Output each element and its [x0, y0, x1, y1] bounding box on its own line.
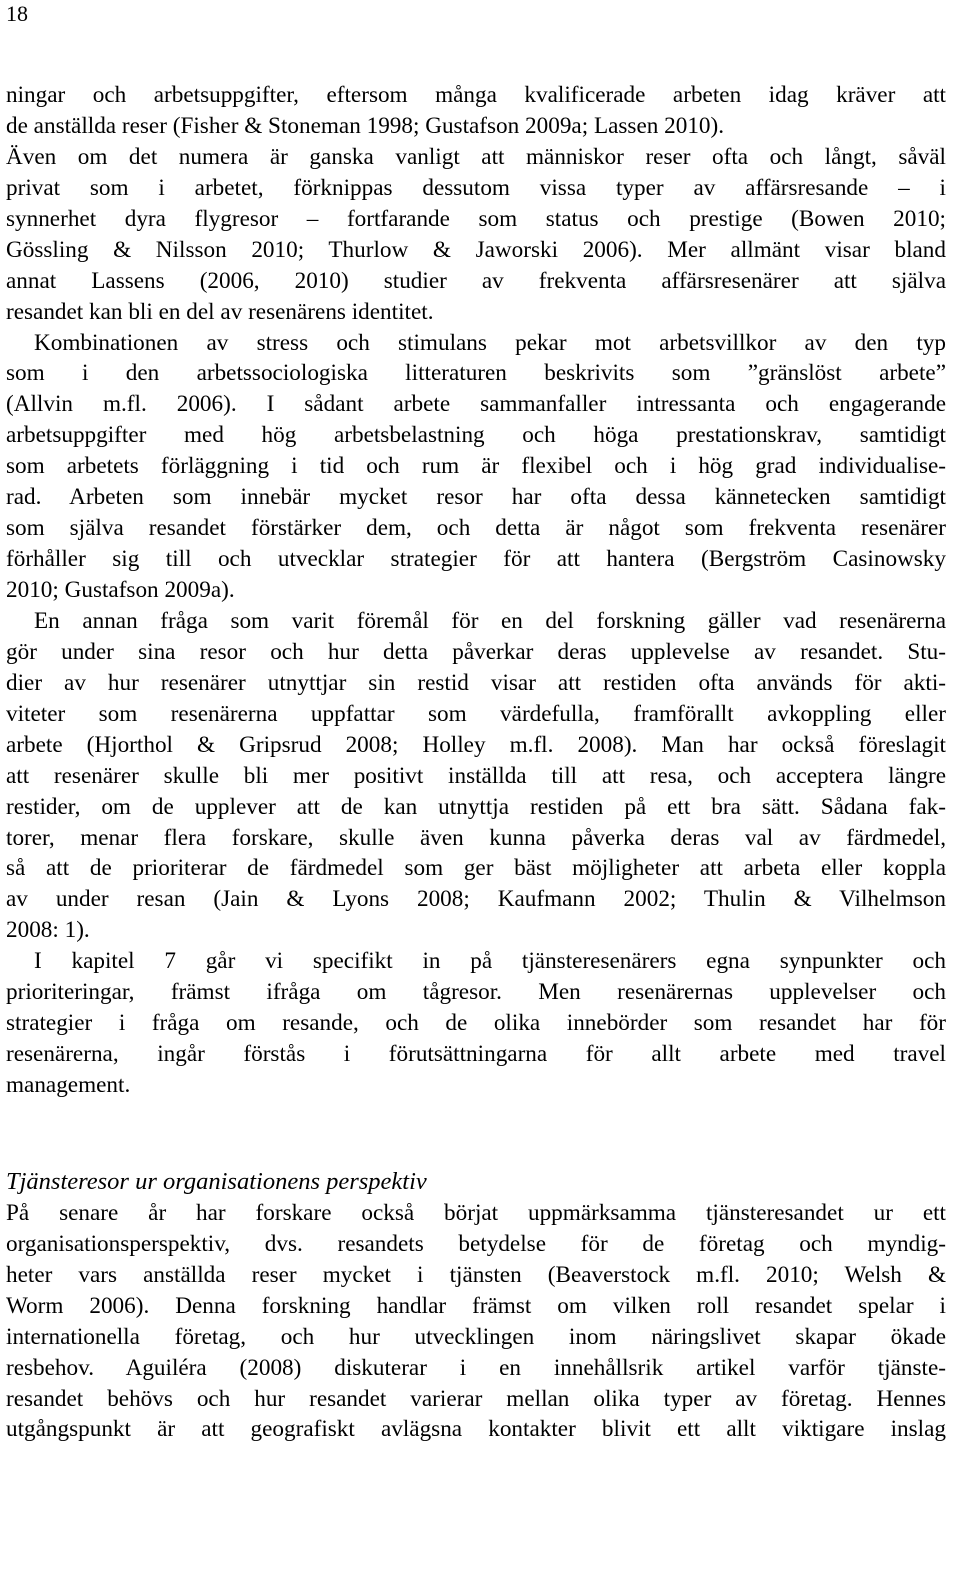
text-line: prioriteringar, främst ifråga om tågresor. Men resenärernas upplevelser och [6, 979, 946, 1006]
text-line: arbetsuppgifter med hög arbetsbelastning och höga prestationskrav, samtidigt [6, 422, 946, 449]
text-line: förhåller sig till och utvecklar strategier för att hantera (Bergström Casinowsky [6, 546, 946, 573]
text-line: internationella företag, och hur utvecklingen inom näringslivet skapar ökade [6, 1323, 946, 1350]
text-line: management. [6, 1072, 131, 1098]
paragraph-1 [6, 80, 946, 328]
text-line: resandet kan bli en del av resenärens identitet. [6, 298, 434, 325]
section-spacer [6, 1101, 946, 1167]
text-line: gör under sina resor och hur detta påverkar deras upplevelse av resandet. Stu- [6, 638, 946, 665]
paragraph-2 [6, 328, 946, 606]
text-line: som i den arbetssociologiska litteraturen beskrivits som ”gränslöst arbete” [6, 360, 946, 387]
text-line: rad. Arbeten som innebär mycket resor har ofta dessa kännetecken samtidigt [6, 484, 946, 511]
text-line: dier av hur resenärer utnyttjar sin restid visar att restiden ofta används för akti- [6, 669, 946, 696]
section-paragraph [6, 1198, 946, 1446]
text-line: resandet behövs och hur resandet varierar mellan olika typer av företag. Hennes [6, 1385, 946, 1412]
text-line: ningar och arbetsuppgifter, eftersom många kvalificerade arbeten idag kräver att [6, 82, 946, 108]
text-line: så att de prioriterar de färdmedel som ger bäst möjligheter att arbeta eller koppla [6, 855, 946, 882]
text-line: strategier i fråga om resande, och de olika innebörder som resandet har för [6, 1010, 946, 1037]
text-line: de anställda reser (Fisher & Stoneman 1998; Gustafson 2009a; Lassen 2010). [6, 112, 725, 139]
text-line: Kombinationen av stress och stimulans pekar mot arbetsvillkor av den typ [34, 329, 946, 356]
text-line: synnerhet dyra flygresor – fortfarande som status och prestige (Bowen 2010; [6, 205, 946, 232]
text-line: som själva resandet förstärker dem, och detta är något som frekventa resenärer [6, 515, 946, 542]
text-line: torer, menar flera forskare, skulle även kunna påverka deras val av färdmedel, [6, 824, 946, 851]
paragraph-4 [6, 946, 946, 1101]
text-line: På senare år har forskare också börjat uppmärksamma tjänsteresandet ur ett [6, 1199, 946, 1226]
paragraph-3 [6, 606, 946, 946]
text-line: att resenärer skulle bli mer positivt inställda till att resa, och acceptera längre [6, 762, 946, 789]
page-number: 18 [6, 1, 28, 26]
body-text [6, 80, 946, 1445]
text-line: En annan fråga som varit föremål för en del forskning gäller vad resenärerna [34, 607, 946, 634]
text-line: arbete (Hjorthol & Gripsrud 2008; Holley m.fl. 2008). Man har också föreslagit [6, 731, 946, 758]
text-line: 2010; Gustafson 2009a). [6, 577, 235, 603]
text-line: (Allvin m.fl. 2006). I sådant arbete sammanfaller intressanta och engagerande [6, 391, 946, 418]
text-line: som arbetets förläggning i tid och rum är flexibel och i hög grad individualise- [6, 453, 946, 480]
section-heading: Tjänsteresor ur organisationens perspektiv [6, 1167, 427, 1195]
text-line: Även om det numera är ganska vanligt att människor reser ofta och långt, såväl [6, 143, 946, 170]
text-line: Worm 2006). Denna forskning handlar främst om vilken roll resandet spelar i [6, 1292, 946, 1319]
text-line: av under resan (Jain & Lyons 2008; Kaufmann 2002; Thulin & Vilhelmson [6, 886, 946, 913]
text-line: resenärerna, ingår förstås i förutsättningarna för allt arbete med travel [6, 1041, 946, 1068]
text-line: 2008: 1). [6, 917, 90, 944]
text-line: Gössling & Nilsson 2010; Thurlow & Jaworski 2006). Mer allmänt visar bland [6, 236, 946, 263]
text-line: utgångspunkt är att geografiskt avlägsna kontakter blivit ett allt viktigare inslag [6, 1416, 946, 1443]
text-line: annat Lassens (2006, 2010) studier av frekventa affärsresenärer att själva [6, 267, 946, 294]
text-line: privat som i arbetet, förknippas dessutom vissa typer av affärsresande – i [6, 174, 946, 201]
text-line: I kapitel 7 går vi specifikt in på tjänsteresenärers egna synpunkter och [34, 948, 946, 975]
text-line: heter vars anställda reser mycket i tjänsten (Beaverstock m.fl. 2010; Welsh & [6, 1261, 946, 1288]
text-line: viteter som resenärerna uppfattar som värdefulla, framförallt avkoppling eller [6, 700, 946, 727]
text-line: resbehov. Aguiléra (2008) diskuterar i en innehållsrik artikel varför tjänste- [6, 1354, 946, 1381]
text-line: restider, om de upplever att de kan utnyttja restiden på ett bra sätt. Sådana fak- [6, 793, 946, 820]
text-line: organisationsperspektiv, dvs. resandets betydelse för de företag och myndig- [6, 1230, 946, 1257]
paragraphs [6, 80, 946, 1101]
